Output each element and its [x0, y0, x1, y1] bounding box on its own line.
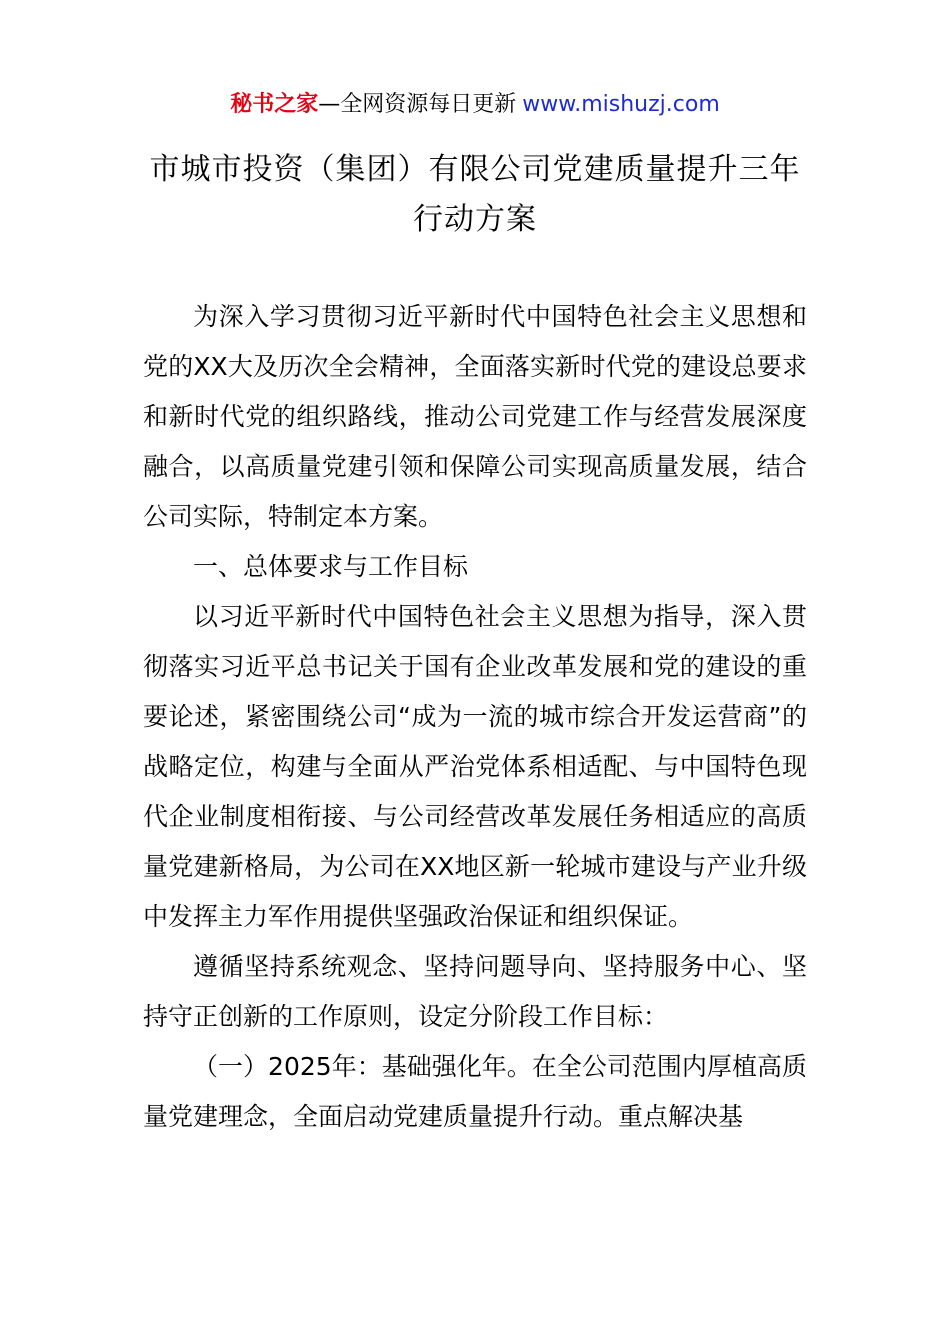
site-brand: 秘书之家	[230, 92, 319, 117]
paragraph-guidance: 以习近平新时代中国特色社会主义思想为指导，深入贯彻落实习近平总书记关于国有企业改革发展和党的建设的重要论述，紧密围绕公司“成为一流的城市综合开发运营商”的战略定位，构建与全面从严治党体系相适配、与中国特色现代企业制度相衔接、与公司经营改革发展任务相适应的高质量党建新格局，为公司在XX地区新一轮城市建设与产业升级中发挥主力军作用提供坚强政治保证和组织保证。	[143, 602, 807, 931]
site-tagline: —全网资源每日更新	[318, 92, 517, 117]
site-url[interactable]: www.mishuzj.com	[522, 92, 720, 117]
document-title: 市城市投资（集团）有限公司党建质量提升三年行动方案	[149, 152, 801, 237]
paragraph-intro: 为深入学习贯彻习近平新时代中国特色社会主义思想和党的XX大及历次全会精神，全面落实新时代党的建设总要求和新时代党的组织路线，推动公司党建工作与经营发展深度融合，以高质量党建引领和保障公司实现高质量发展，结合公司实际，特制定本方案。	[143, 302, 807, 531]
document-body	[143, 292, 807, 1142]
paragraph-goal-2025: （一）2025年：基础强化年。在全公司范围内厚植高质量党建理念，全面启动党建质量提升行动。重点解决基	[143, 1052, 807, 1131]
paragraph-principles: 遵循坚持系统观念、坚持问题导向、坚持服务中心、坚持守正创新的工作原则，设定分阶段工作目标：	[143, 952, 807, 1031]
site-header	[0, 88, 950, 122]
section-heading-1: 一、总体要求与工作目标	[193, 552, 469, 581]
